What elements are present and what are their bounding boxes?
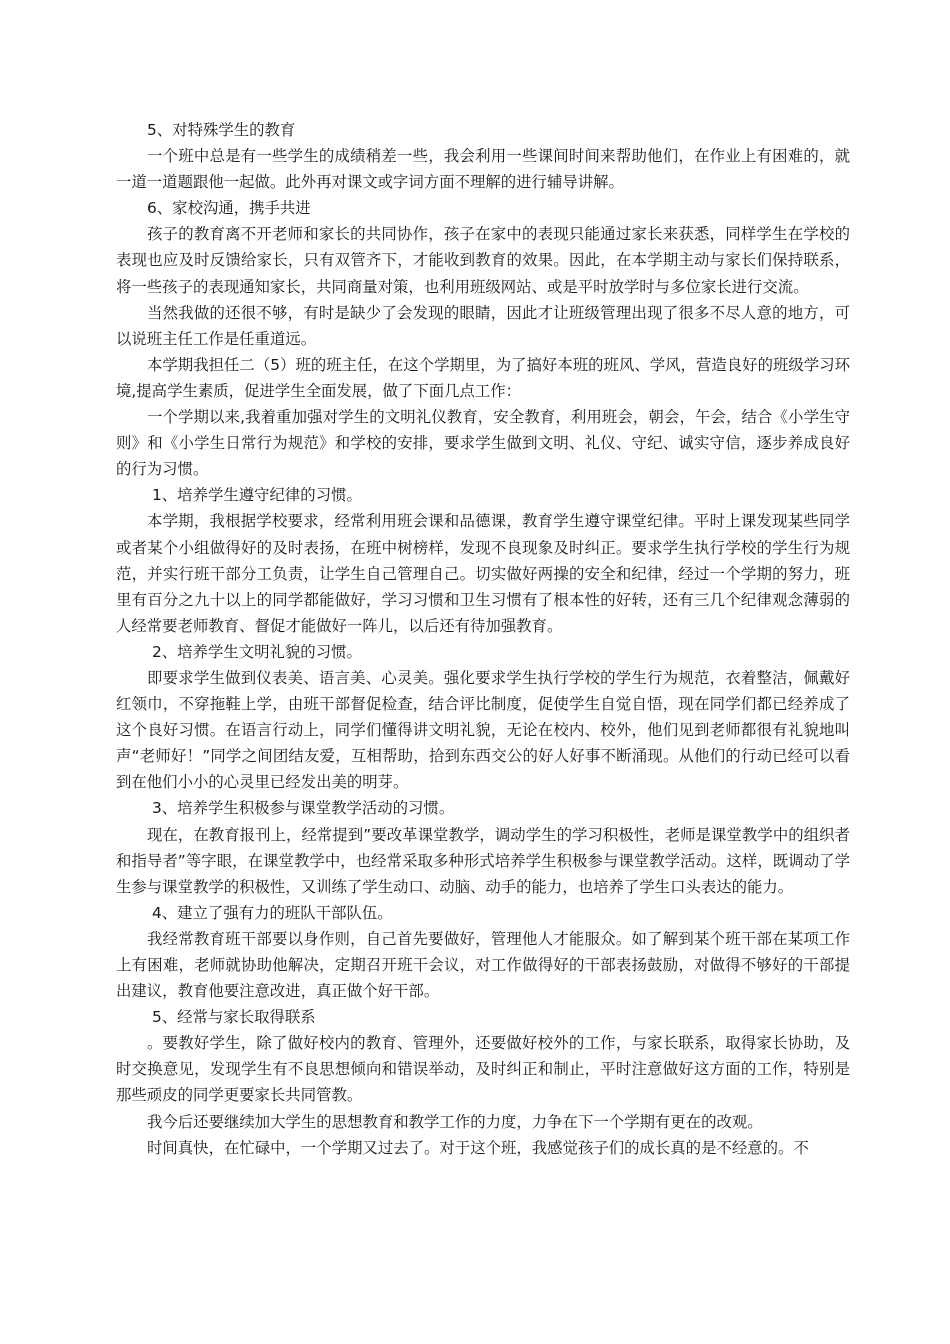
paragraph: 孩子的教育离不开老师和家长的共同协作，孩子在家中的表现只能通过家长来获悉，同样学生在学校的表现也应及时反馈给家长，只有双管齐下，才能收到教育的效果。因此，在本学期主动与家长们保持联系，将一些孩子的表现通知家长，共同商量对策，也利用班级网站、或是平时放学时与多位家长进行交流。: [116, 225, 850, 296]
paragraph: 我今后还要继续加大学生的思想教育和教学工作的力度，力争在下一个学期有更在的改观。: [147, 1112, 763, 1131]
paragraph: 本学期，我根据学校要求，经常利用班会课和品德课，教育学生遵守课堂纪律。平时上课发现某些同学或者某个小组做得好的及时表扬，在班中树榜样，发现不良现象及时纠正。要求学生执行学校的学生行为规范，并实行班干部分工负责，让学生自己管理自己。切实做好两操的安全和纪律，经过一个学期的努力，班里有百分之九十以上的同学都能做好，学习习惯和卫生习惯有了根本性的好转，还有三几个纪律观念薄弱的人经常要老师教育、督促才能做好一阵儿，以后还有待加强教育。: [116, 512, 850, 635]
paragraph: 本学期我担任二（5）班的班主任，在这个学期里，为了搞好本班的班风、学风，营造良好的班级学习环境,提高学生素质，促进学生全面发展，做了下面几点工作：: [116, 355, 850, 400]
section-heading: 2、培养学生文明礼貌的习惯。: [152, 642, 362, 661]
section-heading: 4、建立了强有力的班队干部队伍。: [152, 903, 393, 922]
section-heading: 5、对特殊学生的教育: [147, 121, 296, 139]
document-body: [116, 117, 850, 1161]
paragraph: 一个学期以来,我着重加强对学生的文明礼仪教育，安全教育，利用班会，朝会，午会，结合《小学生守则》和《小学生日常行为规范》和学校的安排，要求学生做到文明、礼仪、守纪、诚实守信，逐步养成良好的行为习惯。: [116, 408, 850, 479]
paragraph: 一个班中总是有一些学生的成绩稍差一些，我会利用一些课间时间来帮助他们，在作业上有困难的，就一道一道题跟他一起做。此外再对课文或字词方面不理解的进行辅导讲解。: [116, 147, 850, 192]
section-heading: 1、培养学生遵守纪律的习惯。: [152, 486, 362, 505]
paragraph: 即要求学生做到仪表美、语言美、心灵美。强化要求学生执行学校的学生行为规范，衣着整洁，佩戴好红领巾，不穿拖鞋上学，由班干部督促检查，结合评比制度，促使学生自觉自悟，现在同学们都已经养成了这个良好习惯。在语言行动上，同学们懂得讲文明礼貌，无论在校内、校外，他们见到老师都很有礼貌地叫声“老师好！”同学之间团结友爱，互相帮助，拾到东西交公的好人好事不断涌现。从他们的行动已经可以看到在他们小小的心灵里已经发出美的明芽。: [116, 668, 850, 792]
section-heading: 3、培养学生积极参与课堂教学活动的习惯。: [152, 799, 455, 818]
paragraph: 现在，在教育报刊上，经常提到”要改革课堂教学，调动学生的学习积极性，老师是课堂教学中的组织者和指导者”等字眼，在课堂教学中，也经常采取多种形式培养学生积极参与课堂教学活动。这样，既调动了学生参与课堂教学的积极性，又训练了学生动口、动脑、动手的能力，也培养了学生口头表达的能力。: [116, 825, 850, 896]
section-heading: 6、家校沟通，携手共进: [147, 199, 311, 218]
paragraph: 时间真快，在忙碌中，一个学期又过去了。对于这个班，我感觉孩子们的成长真的是不经意的。不: [147, 1138, 809, 1157]
paragraph: 当然我做的还很不够，有时是缺少了会发现的眼睛，因此才让班级管理出现了很多不尽人意的地方，可以说班主任工作是任重道远。: [116, 303, 850, 348]
paragraph: 。要教好学生，除了做好校内的教育、管理外，还要做好校外的工作，与家长联系，取得家长协助，及时交换意见，发现学生有不良思想倾向和错误举动，及时纠正和制止，平时注意做好这方面的工作，特别是那些顽皮的同学更要家长共同管教。: [116, 1034, 850, 1105]
paragraph: 我经常教育班干部要以身作则，自己首先要做好，管理他人才能服众。如了解到某个班干部在某项工作上有困难，老师就协助他解决，定期召开班干会议，对工作做得好的干部表扬鼓励，对做得不够好的干部提出建议，教育他要注意改进，真正做个好干部。: [116, 929, 850, 1001]
section-heading: 5、经常与家长取得联系: [152, 1008, 316, 1027]
